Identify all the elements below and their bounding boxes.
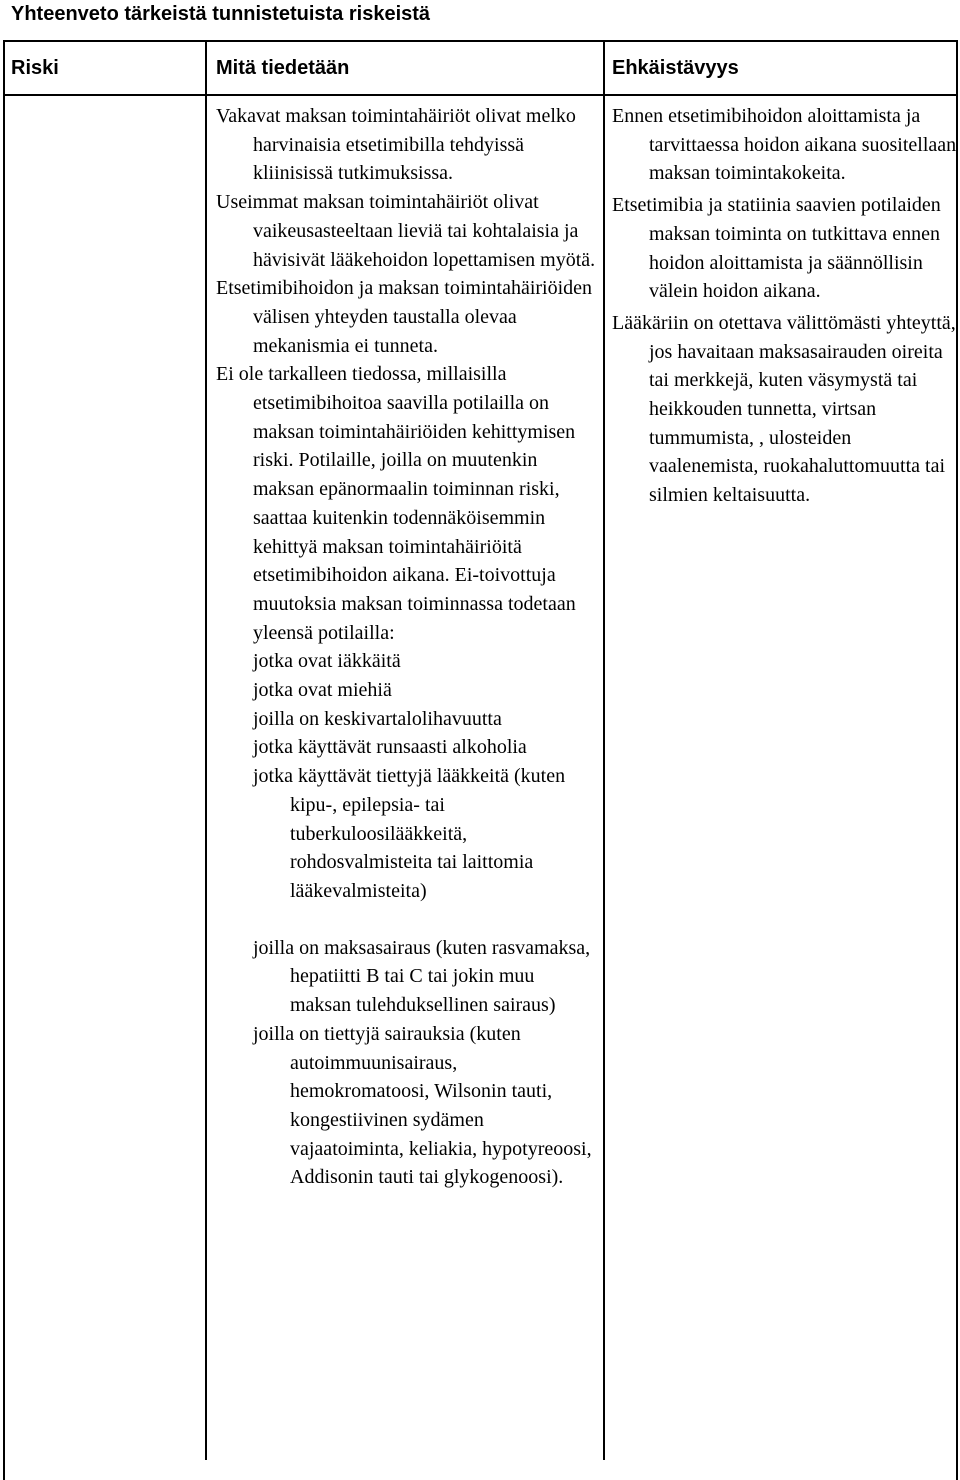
- known-paragraph: Vakavat maksan toimintahäiriöt olivat melko harvinaisia etsetimibilla tehdyissä kliinisissä tutkimuksissa.: [216, 105, 576, 185]
- list-item: joilla on maksasairaus (kuten rasvamaksa, hepatiitti B tai C tai jokin muu maksan tulehduksellinen sairaus): [253, 936, 591, 1017]
- prevention-paragraph: Lääkäriin on otettava välittömästi yhteyttä, jos havaitaan maksasairauden oireita tai merkkejä, kuten väsymystä tai heikkouden tunnetta, virtsan tummumista, , ulosteiden vaalenemista, ruokahaluttomuutta tai silmien keltaisuutta.: [612, 311, 956, 507]
- list-item: jotka ovat iäkkäitä: [253, 650, 401, 673]
- header-known: Mitä tiedetään: [216, 57, 350, 79]
- prevention-paragraph: Etsetimibia ja statiinia saavien potilaiden maksan toiminta on tutkittava ennen hoidon aloittamista ja säännöllisin välein hoidon aikana.: [612, 194, 941, 303]
- column-divider: [603, 40, 605, 1460]
- list-item: jotka käyttävät tiettyjä lääkkeitä (kuten kipu-, epilepsia- tai tuberkuloosilääkkeitä, rohdosvalmisteita tai laittomia lääkevalmisteita): [253, 765, 566, 902]
- column-divider: [205, 40, 207, 1460]
- known-paragraph: Etsetimibihoidon ja maksan toimintahäiriöiden välisen yhteyden taustalla olevaa mekanismia ei tunneta.: [216, 277, 593, 357]
- prevention-column: [612, 102, 957, 510]
- header-divider: [3, 94, 958, 96]
- known-column: [216, 102, 600, 1192]
- risk-group-list: [216, 647, 600, 1192]
- header-risk: Riski: [11, 57, 59, 79]
- list-item: joilla on tiettyjä sairauksia (kuten autoimmuunisairaus, hemokromatoosi, Wilsonin tauti, kongestiivinen sydämen vajaatoiminta, keliakia, hypotyreoosi, Addisonin tauti tai glykogenoosi).: [253, 1022, 592, 1189]
- list-item: jotka ovat miehiä: [253, 679, 392, 702]
- list-item: jotka käyttävät runsaasti alkoholia: [253, 736, 527, 759]
- prevention-paragraph: Ennen etsetimibihoidon aloittamista ja tarvittaessa hoidon aikana suositellaan maksan toimintakokeita.: [612, 105, 957, 185]
- list-item: joilla on keskivartalolihavuutta: [253, 707, 502, 730]
- known-paragraph: Useimmat maksan toimintahäiriöt olivat vaikeusasteeltaan lieviä tai kohtalaisia ja hävisivät lääkehoidon lopettamisen myötä.: [216, 191, 596, 271]
- known-paragraph: Ei ole tarkalleen tiedossa, millaisilla etsetimibihoitoa saavilla potilailla on maksan toimintahäiriöiden kehittymisen riski. Potilaille, joilla on muutenkin maksan epänormaalin toiminnan riski, saattaa kuitenkin todennäköisemmin kehittyä maksan toimintahäiriöitä etsetimibihoidon aikana. Ei-toivottuja muutoksia maksan toiminnassa todetaan yleensä potilailla:: [216, 363, 576, 644]
- page-title: Yhteenveto tärkeistä tunnistetuista riskeistä: [11, 3, 431, 25]
- header-prevention: Ehkäistävyys: [612, 57, 739, 79]
